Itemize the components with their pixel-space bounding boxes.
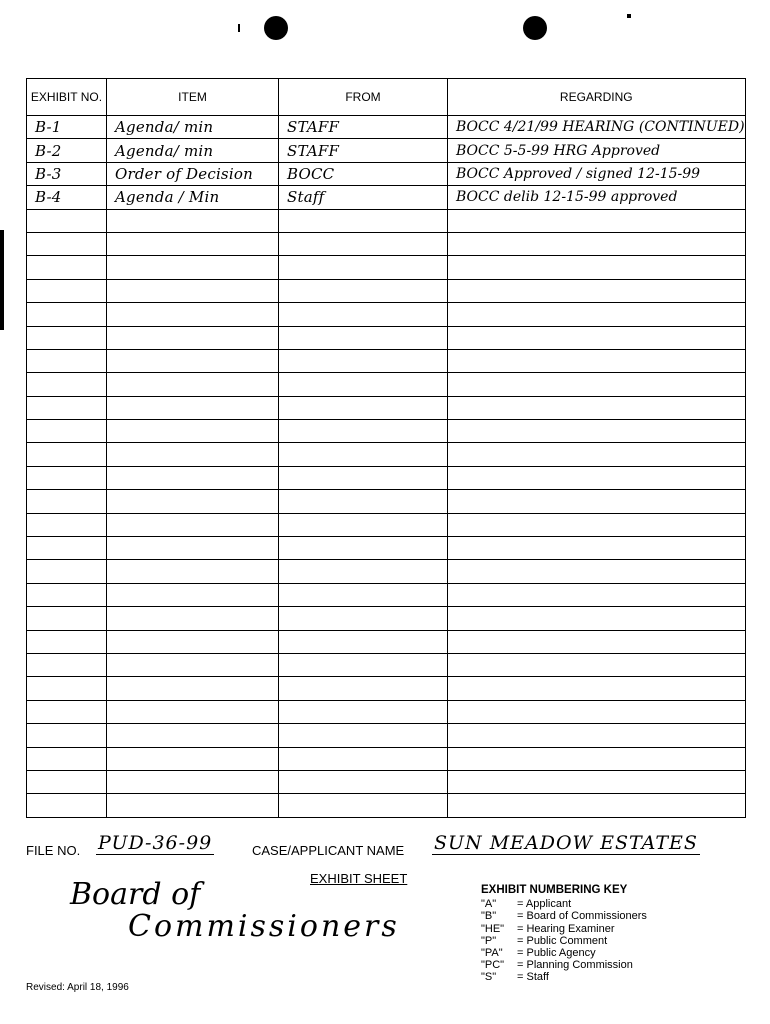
cell-from	[279, 256, 448, 279]
cell-item	[107, 747, 279, 770]
key-description: = Public Comment	[517, 934, 608, 947]
cell-regarding	[448, 630, 746, 653]
cell-exhibit-no-text: B-1	[35, 118, 62, 137]
table-row	[27, 326, 746, 349]
cell-exhibit-no	[27, 653, 107, 676]
cell-exhibit-no	[27, 583, 107, 606]
cell-item	[107, 583, 279, 606]
table-row	[27, 677, 746, 700]
cell-exhibit-no	[27, 279, 107, 302]
cell-regarding	[448, 209, 746, 232]
table-header-row	[27, 79, 746, 116]
cell-exhibit-no	[27, 162, 107, 185]
table-row	[27, 490, 746, 513]
cell-from	[279, 607, 448, 630]
table-row	[27, 466, 746, 489]
cell-exhibit-no	[27, 770, 107, 793]
cell-regarding	[448, 700, 746, 723]
cell-regarding	[448, 162, 746, 185]
cell-from	[279, 677, 448, 700]
cell-exhibit-no	[27, 303, 107, 326]
key-item	[481, 910, 647, 922]
cell-exhibit-no	[27, 116, 107, 139]
key-code: "S"	[481, 971, 497, 984]
table-row	[27, 560, 746, 583]
cell-regarding	[448, 116, 746, 139]
cell-from	[279, 630, 448, 653]
cell-regarding	[448, 139, 746, 162]
table-row	[27, 139, 746, 162]
cell-item	[107, 279, 279, 302]
cell-item	[107, 162, 279, 185]
cell-item	[107, 256, 279, 279]
table-row	[27, 630, 746, 653]
cell-regarding	[448, 537, 746, 560]
cell-exhibit-no	[27, 443, 107, 466]
key-description: = Planning Commission	[517, 959, 633, 972]
table-row	[27, 583, 746, 606]
cell-regarding	[448, 256, 746, 279]
scan-edge-mark	[0, 230, 4, 330]
cell-item	[107, 677, 279, 700]
cell-exhibit-no	[27, 700, 107, 723]
cell-from-text: STAFF	[287, 141, 340, 160]
cell-item	[107, 303, 279, 326]
cell-item	[107, 349, 279, 372]
key-item	[481, 923, 647, 935]
key-code: "B"	[481, 910, 497, 923]
cell-regarding	[448, 186, 746, 209]
cell-from	[279, 232, 448, 255]
cell-exhibit-no	[27, 490, 107, 513]
table-row	[27, 513, 746, 536]
case-name-value: SUN MEADOW ESTATES	[434, 832, 698, 854]
cell-exhibit-no	[27, 513, 107, 536]
cell-exhibit-no	[27, 232, 107, 255]
cell-from	[279, 162, 448, 185]
key-description: = Applicant	[517, 898, 572, 911]
key-item	[481, 935, 647, 947]
cell-from	[279, 770, 448, 793]
key-description: = Staff	[517, 971, 549, 984]
cell-regarding	[448, 420, 746, 443]
cell-regarding	[448, 583, 746, 606]
cell-from-text: Staff	[287, 188, 325, 207]
cell-from-text: BOCC	[287, 164, 335, 183]
cell-item	[107, 326, 279, 349]
table-row	[27, 162, 746, 185]
table-row	[27, 256, 746, 279]
table-row	[27, 116, 746, 139]
cell-item	[107, 560, 279, 583]
cell-regarding	[448, 279, 746, 302]
header-item: ITEM	[107, 79, 279, 116]
cell-exhibit-no	[27, 794, 107, 817]
cell-exhibit-no	[27, 326, 107, 349]
cell-from	[279, 116, 448, 139]
cell-item	[107, 209, 279, 232]
key-code: "PA"	[481, 947, 503, 960]
key-description: = Hearing Examiner	[517, 922, 615, 935]
exhibit-sheet-title: EXHIBIT SHEET	[310, 871, 408, 886]
punch-hole-left	[264, 16, 288, 40]
cell-exhibit-no	[27, 537, 107, 560]
table-row	[27, 794, 746, 817]
cell-exhibit-no	[27, 139, 107, 162]
cell-regarding	[448, 513, 746, 536]
cell-item	[107, 232, 279, 255]
cell-regarding	[448, 349, 746, 372]
cell-item	[107, 537, 279, 560]
cell-item	[107, 770, 279, 793]
cell-exhibit-no	[27, 677, 107, 700]
cell-from	[279, 724, 448, 747]
cell-regarding	[448, 653, 746, 676]
table-row	[27, 186, 746, 209]
numbering-key	[481, 884, 647, 984]
cell-exhibit-no	[27, 630, 107, 653]
table-row	[27, 373, 746, 396]
revised-date: Revised: April 18, 1996	[26, 982, 129, 993]
cell-item	[107, 513, 279, 536]
cell-exhibit-no-text: B-2	[35, 141, 62, 160]
cell-from	[279, 583, 448, 606]
cell-regarding	[448, 677, 746, 700]
cell-regarding	[448, 770, 746, 793]
table-row	[27, 279, 746, 302]
cell-item	[107, 607, 279, 630]
cell-item	[107, 116, 279, 139]
file-line	[26, 832, 746, 862]
cell-item	[107, 396, 279, 419]
cell-from	[279, 560, 448, 583]
cell-exhibit-no	[27, 373, 107, 396]
cell-from	[279, 279, 448, 302]
punch-hole-right	[523, 16, 547, 40]
exhibit-table	[26, 78, 746, 818]
cell-regarding	[448, 724, 746, 747]
header-exhibit-no: EXHIBIT NO.	[27, 79, 107, 116]
cell-regarding	[448, 232, 746, 255]
header-from: FROM	[279, 79, 448, 116]
cell-item	[107, 630, 279, 653]
cell-exhibit-no	[27, 724, 107, 747]
table-row	[27, 303, 746, 326]
cell-from	[279, 794, 448, 817]
case-name-label: CASE/APPLICANT NAME	[252, 843, 405, 858]
file-no-value: PUD-36-99	[98, 832, 213, 854]
table-row	[27, 700, 746, 723]
cell-regarding-text: BOCC delib 12-15-99 approved	[456, 189, 678, 206]
cell-item-text: Agenda/ min	[115, 118, 214, 137]
cell-item	[107, 186, 279, 209]
table-row	[27, 396, 746, 419]
cell-item	[107, 724, 279, 747]
cell-regarding	[448, 373, 746, 396]
key-code: "HE"	[481, 922, 505, 935]
cell-regarding	[448, 747, 746, 770]
cell-from	[279, 139, 448, 162]
table-row	[27, 607, 746, 630]
cell-item	[107, 420, 279, 443]
cell-exhibit-no	[27, 186, 107, 209]
cell-exhibit-no	[27, 747, 107, 770]
table-row	[27, 232, 746, 255]
table-row	[27, 420, 746, 443]
cell-regarding-text: BOCC 4/21/99 HEARING (CONTINUED)	[456, 119, 745, 136]
cell-regarding	[448, 443, 746, 466]
cell-item	[107, 373, 279, 396]
file-no-label: FILE NO.	[26, 843, 81, 858]
cell-from	[279, 349, 448, 372]
cell-item	[107, 466, 279, 489]
cell-item-text: Agenda / Min	[115, 188, 220, 207]
cell-regarding	[448, 466, 746, 489]
handwritten-line-1: Board of	[70, 877, 201, 912]
cell-exhibit-no	[27, 560, 107, 583]
cell-from	[279, 490, 448, 513]
cell-regarding	[448, 607, 746, 630]
table-row	[27, 747, 746, 770]
cell-exhibit-no	[27, 420, 107, 443]
scan-speck	[627, 14, 631, 18]
key-item	[481, 947, 647, 959]
key-description: = Public Agency	[517, 947, 596, 960]
cell-from	[279, 747, 448, 770]
table-row	[27, 724, 746, 747]
cell-exhibit-no-text: B-4	[35, 188, 62, 207]
cell-regarding	[448, 490, 746, 513]
cell-exhibit-no	[27, 607, 107, 630]
table-row	[27, 537, 746, 560]
cell-from	[279, 326, 448, 349]
cell-from	[279, 513, 448, 536]
numbering-key-title: EXHIBIT NUMBERING KEY	[481, 884, 628, 896]
cell-from	[279, 466, 448, 489]
header-regarding: REGARDING	[448, 79, 746, 116]
cell-exhibit-no	[27, 256, 107, 279]
cell-exhibit-no	[27, 466, 107, 489]
cell-regarding	[448, 794, 746, 817]
handwritten-line-2: Commissioners	[128, 909, 400, 944]
cell-from	[279, 537, 448, 560]
cell-item-text: Agenda/ min	[115, 141, 214, 160]
cell-regarding	[448, 303, 746, 326]
cell-exhibit-no-text: B-3	[35, 164, 62, 183]
cell-from	[279, 209, 448, 232]
cell-from	[279, 700, 448, 723]
key-code: "A"	[481, 898, 497, 911]
key-item	[481, 898, 647, 910]
cell-from	[279, 420, 448, 443]
cell-regarding	[448, 396, 746, 419]
scan-speck	[238, 24, 240, 32]
cell-regarding-text: BOCC Approved / signed 12-15-99	[456, 165, 701, 182]
cell-item	[107, 653, 279, 676]
cell-regarding	[448, 560, 746, 583]
cell-from	[279, 653, 448, 676]
cell-exhibit-no	[27, 349, 107, 372]
key-item	[481, 959, 647, 971]
table-row	[27, 443, 746, 466]
table-row	[27, 209, 746, 232]
cell-exhibit-no	[27, 396, 107, 419]
cell-item	[107, 794, 279, 817]
cell-from	[279, 303, 448, 326]
cell-from	[279, 373, 448, 396]
cell-from-text: STAFF	[287, 118, 340, 137]
cell-item	[107, 139, 279, 162]
cell-item	[107, 700, 279, 723]
key-description: = Board of Commissioners	[517, 910, 647, 923]
cell-item	[107, 443, 279, 466]
key-code: "P"	[481, 934, 497, 947]
cell-item-text: Order of Decision	[115, 164, 253, 183]
cell-from	[279, 443, 448, 466]
cell-regarding-text: BOCC 5-5-99 HRG Approved	[456, 142, 661, 159]
cell-from	[279, 396, 448, 419]
table-row	[27, 770, 746, 793]
cell-exhibit-no	[27, 209, 107, 232]
cell-regarding	[448, 326, 746, 349]
table-row	[27, 349, 746, 372]
cell-from	[279, 186, 448, 209]
key-item	[481, 971, 647, 983]
key-code: "PC"	[481, 959, 505, 972]
cell-item	[107, 490, 279, 513]
table-row	[27, 653, 746, 676]
